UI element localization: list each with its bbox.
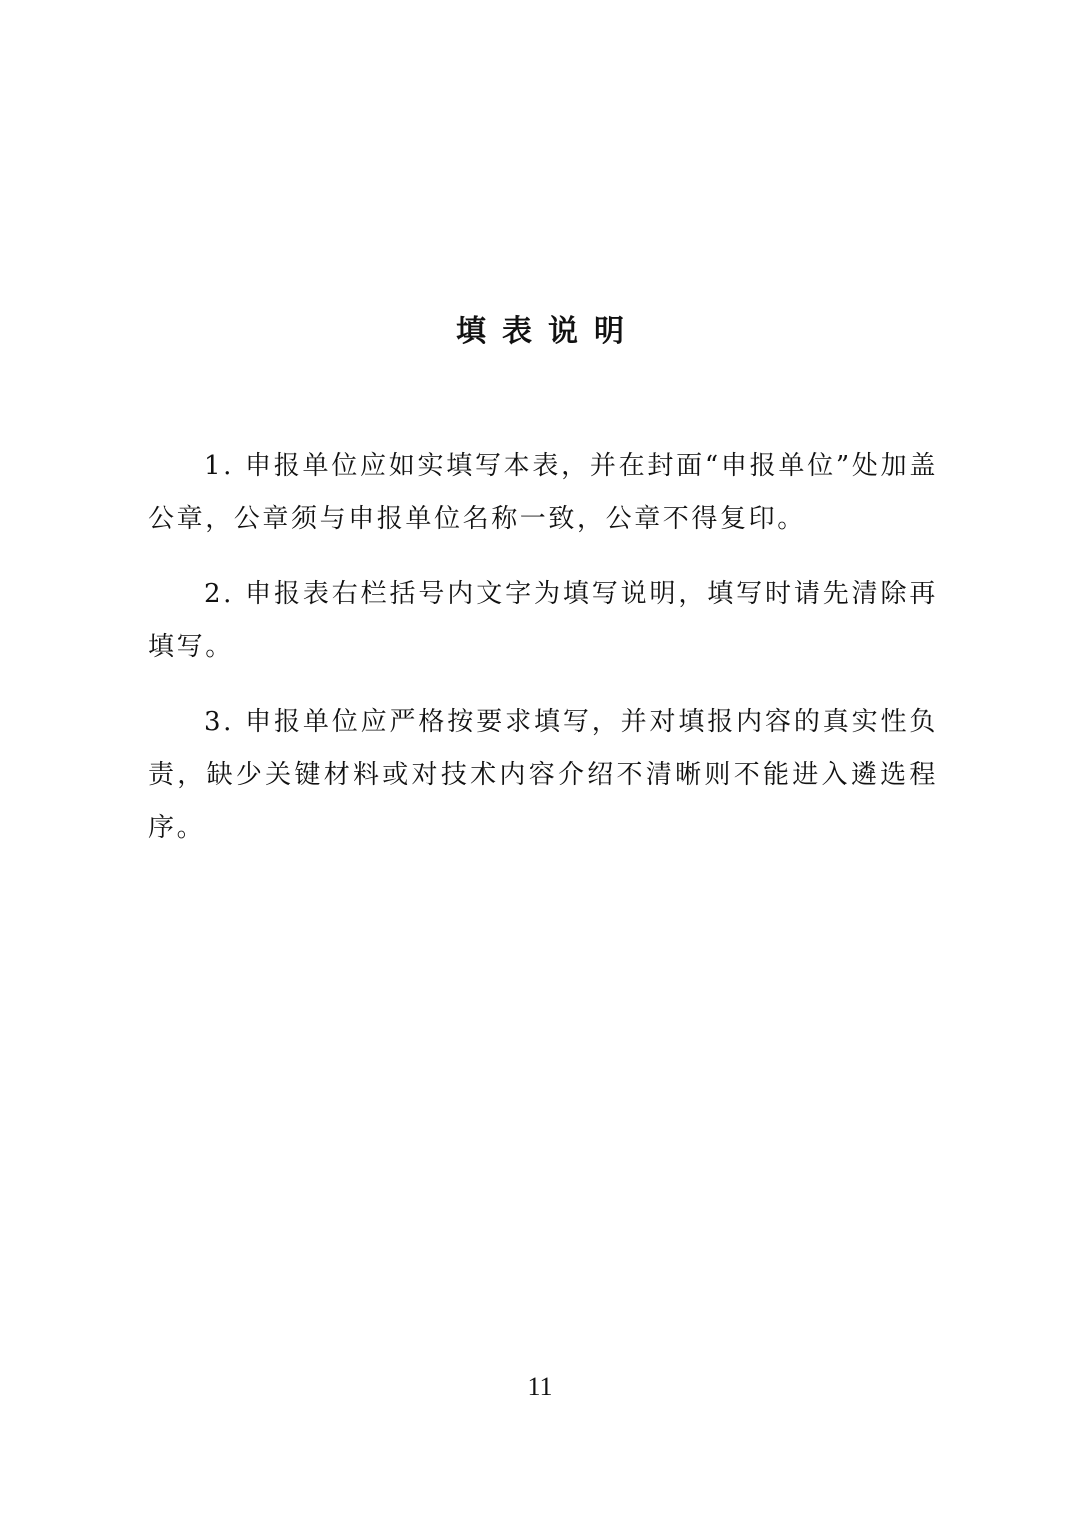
page-number: 11 [527,1372,553,1401]
instruction-item-2: 2. 申报表右栏括号内文字为填写说明，填写时请先清除再填写。 [148,579,938,662]
instruction-item-3: 3. 申报单位应严格按要求填写，并对填报内容的真实性负责，缺少关键材料或对技术内容介绍不清晰则不能进入遴选程序。 [148,707,938,843]
page-title: 填表说明 [456,314,640,349]
instruction-item-1: 1. 申报单位应如实填写本表，并在封面“申报单位”处加盖公章，公章须与申报单位名称一致，公章不得复印。 [148,451,938,534]
instruction-list [148,440,938,877]
